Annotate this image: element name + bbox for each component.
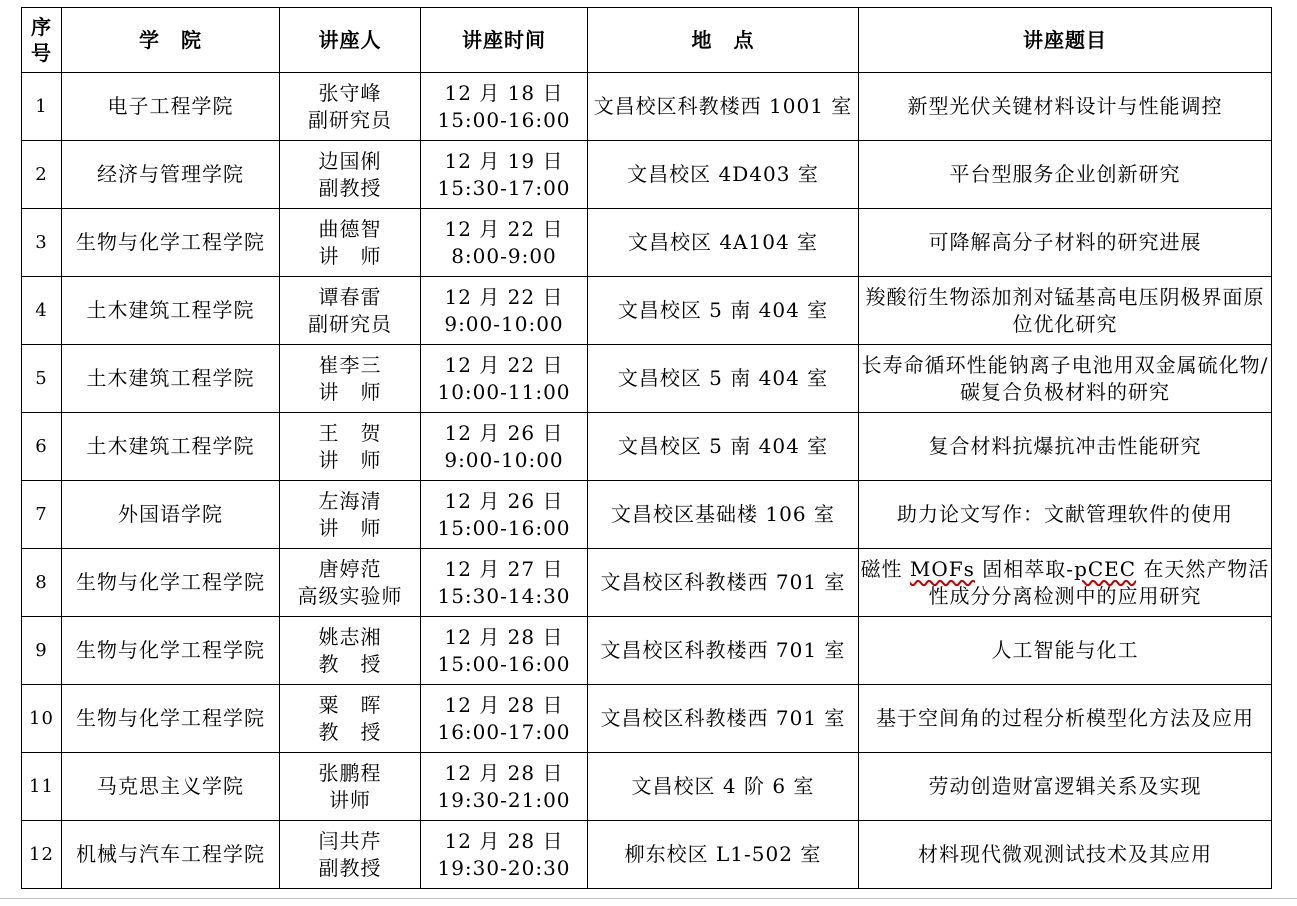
- speaker-title: 讲 师: [318, 515, 382, 540]
- topic-part: 固相萃取-: [974, 556, 1075, 581]
- table-row: [22, 277, 1272, 345]
- topic-term-pcec: pCEC: [1074, 556, 1137, 581]
- row-number: 1: [22, 73, 62, 141]
- topic-cell: 助力论文写作：文献管理软件的使用: [859, 481, 1272, 549]
- row-number: 5: [22, 345, 62, 413]
- lecture-hours: 15:00-16:00: [437, 515, 571, 540]
- lecture-hours: 15:30-14:30: [437, 583, 571, 608]
- speaker-name: 唐婷范: [318, 556, 382, 581]
- speaker-name: 张守峰: [318, 80, 382, 105]
- topic-cell: 平台型服务企业创新研究: [859, 141, 1272, 209]
- time-cell: [421, 209, 588, 277]
- lecture-date: 12 月 28 日: [444, 828, 564, 853]
- time-cell: [421, 345, 588, 413]
- table-row: [22, 821, 1272, 889]
- speaker-cell: [280, 345, 421, 413]
- location-cell: 文昌校区科教楼西 1001 室: [588, 73, 859, 141]
- speaker-title: 讲 师: [318, 379, 382, 404]
- speaker-name: 谭春雷: [318, 284, 382, 309]
- college-cell: 生物与化学工程学院: [62, 617, 280, 685]
- speaker-cell: [280, 481, 421, 549]
- speaker-cell: [280, 617, 421, 685]
- time-cell: [421, 821, 588, 889]
- location-cell: 文昌校区科教楼西 701 室: [588, 617, 859, 685]
- topic-cell: 新型光伏关键材料设计与性能调控: [859, 73, 1272, 141]
- college-cell: 马克思主义学院: [62, 753, 280, 821]
- location-cell: 文昌校区科教楼西 701 室: [588, 685, 859, 753]
- speaker-name: 崔李三: [318, 352, 382, 377]
- speaker-title: 讲 师: [318, 447, 382, 472]
- speaker-cell: [280, 73, 421, 141]
- lecture-date: 12 月 19 日: [444, 148, 564, 173]
- time-cell: [421, 685, 588, 753]
- table-row: [22, 73, 1272, 141]
- page-bottom-divider: [0, 898, 1297, 899]
- speaker-name: 闫共芹: [318, 828, 382, 853]
- lecture-date: 12 月 28 日: [444, 760, 564, 785]
- row-number: 6: [22, 413, 62, 481]
- speaker-cell: [280, 549, 421, 617]
- topic-part: 磁性: [860, 556, 910, 581]
- lecture-date: 12 月 28 日: [444, 692, 564, 717]
- college-cell: 外国语学院: [62, 481, 280, 549]
- speaker-cell: [280, 277, 421, 345]
- table-row: [22, 617, 1272, 685]
- table-row: [22, 141, 1272, 209]
- row-number: 3: [22, 209, 62, 277]
- speaker-cell: [280, 821, 421, 889]
- speaker-name: 张鹏程: [318, 760, 382, 785]
- header-speaker: 讲座人: [280, 8, 421, 73]
- topic-cell: 基于空间角的过程分析模型化方法及应用: [859, 685, 1272, 753]
- college-cell: 生物与化学工程学院: [62, 209, 280, 277]
- table-row: [22, 345, 1272, 413]
- time-cell: [421, 753, 588, 821]
- college-cell: 生物与化学工程学院: [62, 549, 280, 617]
- time-cell: [421, 73, 588, 141]
- college-cell: 生物与化学工程学院: [62, 685, 280, 753]
- header-time: 讲座时间: [421, 8, 588, 73]
- header-location: 地 点: [588, 8, 859, 73]
- topic-cell: 羧酸衍生物添加剂对锰基高电压阴极界面原位优化研究: [859, 277, 1272, 345]
- speaker-cell: [280, 209, 421, 277]
- speaker-title: 副教授: [318, 175, 382, 200]
- time-cell: [421, 413, 588, 481]
- lecture-hours: 10:00-11:00: [437, 379, 571, 404]
- speaker-name: 左海清: [318, 488, 382, 513]
- row-number: 7: [22, 481, 62, 549]
- time-cell: [421, 549, 588, 617]
- lecture-hours: 16:00-17:00: [437, 719, 571, 744]
- college-cell: 经济与管理学院: [62, 141, 280, 209]
- header-no: 序号: [22, 8, 62, 73]
- speaker-name: 王 贺: [318, 420, 382, 445]
- lecture-hours: 8:00-9:00: [451, 243, 557, 268]
- speaker-name: 粟 晖: [318, 692, 382, 717]
- topic-cell: 长寿命循环性能钠离子电池用双金属硫化物/碳复合负极材料的研究: [859, 345, 1272, 413]
- speaker-name: 姚志湘: [318, 624, 382, 649]
- speaker-title: 教 授: [318, 719, 382, 744]
- row-number: 9: [22, 617, 62, 685]
- location-cell: 柳东校区 L1-502 室: [588, 821, 859, 889]
- topic-term-mofs: MOFs: [909, 556, 975, 581]
- lecture-date: 12 月 22 日: [444, 284, 564, 309]
- location-cell: 文昌校区 5 南 404 室: [588, 413, 859, 481]
- college-cell: 土木建筑工程学院: [62, 413, 280, 481]
- location-cell: 文昌校区基础楼 106 室: [588, 481, 859, 549]
- lecture-date: 12 月 26 日: [444, 420, 564, 445]
- speaker-title: 副研究员: [308, 311, 392, 336]
- topic-cell: 复合材料抗爆抗冲击性能研究: [859, 413, 1272, 481]
- lecture-hours: 9:00-10:00: [444, 311, 564, 336]
- college-cell: 土木建筑工程学院: [62, 277, 280, 345]
- location-cell: 文昌校区 4 阶 6 室: [588, 753, 859, 821]
- row-number: 12: [22, 821, 62, 889]
- row-number: 11: [22, 753, 62, 821]
- lecture-hours: 15:00-16:00: [437, 107, 571, 132]
- speaker-title: 讲师: [329, 787, 371, 812]
- speaker-name: 曲德智: [318, 216, 382, 241]
- lecture-hours: 15:00-16:00: [437, 651, 571, 676]
- speaker-cell: [280, 753, 421, 821]
- lecture-schedule-table: [21, 7, 1272, 889]
- location-cell: 文昌校区 4A104 室: [588, 209, 859, 277]
- row-number: 4: [22, 277, 62, 345]
- row-number: 10: [22, 685, 62, 753]
- lecture-hours: 9:00-10:00: [444, 447, 564, 472]
- lecture-hours: 19:30-20:30: [437, 855, 571, 880]
- college-cell: 电子工程学院: [62, 73, 280, 141]
- time-cell: [421, 481, 588, 549]
- header-topic: 讲座题目: [859, 8, 1272, 73]
- location-cell: 文昌校区科教楼西 701 室: [588, 549, 859, 617]
- speaker-name: 边国俐: [318, 148, 382, 173]
- location-cell: 文昌校区 5 南 404 室: [588, 277, 859, 345]
- speaker-title: 副教授: [318, 855, 382, 880]
- table-row: [22, 413, 1272, 481]
- college-cell: 机械与汽车工程学院: [62, 821, 280, 889]
- lecture-hours: 19:30-21:00: [437, 787, 571, 812]
- lecture-date: 12 月 22 日: [444, 216, 564, 241]
- topic-cell: 材料现代微观测试技术及其应用: [859, 821, 1272, 889]
- topic-cell: 可降解高分子材料的研究进展: [859, 209, 1272, 277]
- topic-cell: 人工智能与化工: [859, 617, 1272, 685]
- table-row: [22, 549, 1272, 617]
- row-number: 8: [22, 549, 62, 617]
- lecture-date: 12 月 22 日: [444, 352, 564, 377]
- lecture-date: 12 月 28 日: [444, 624, 564, 649]
- row-number: 2: [22, 141, 62, 209]
- location-cell: 文昌校区 4D403 室: [588, 141, 859, 209]
- speaker-title: 副研究员: [308, 107, 392, 132]
- table-row: [22, 685, 1272, 753]
- speaker-title: 讲 师: [318, 243, 382, 268]
- speaker-title: 教 授: [318, 651, 382, 676]
- lecture-date: 12 月 27 日: [444, 556, 564, 581]
- speaker-cell: [280, 685, 421, 753]
- time-cell: [421, 141, 588, 209]
- lecture-hours: 15:30-17:00: [437, 175, 571, 200]
- topic-cell: [859, 549, 1272, 617]
- speaker-title: 高级实验师: [297, 583, 403, 608]
- header-college: 学 院: [62, 8, 280, 73]
- speaker-cell: [280, 141, 421, 209]
- table-row: [22, 481, 1272, 549]
- topic-cell: 劳动创造财富逻辑关系及实现: [859, 753, 1272, 821]
- lecture-date: 12 月 18 日: [444, 80, 564, 105]
- college-cell: 土木建筑工程学院: [62, 345, 280, 413]
- table-row: [22, 209, 1272, 277]
- header-row: [22, 8, 1272, 73]
- time-cell: [421, 277, 588, 345]
- lecture-date: 12 月 26 日: [444, 488, 564, 513]
- location-cell: 文昌校区 5 南 404 室: [588, 345, 859, 413]
- time-cell: [421, 617, 588, 685]
- speaker-cell: [280, 413, 421, 481]
- table-row: [22, 753, 1272, 821]
- topic-part: 在天然产物活性成分分离检测中的应用研究: [928, 556, 1270, 608]
